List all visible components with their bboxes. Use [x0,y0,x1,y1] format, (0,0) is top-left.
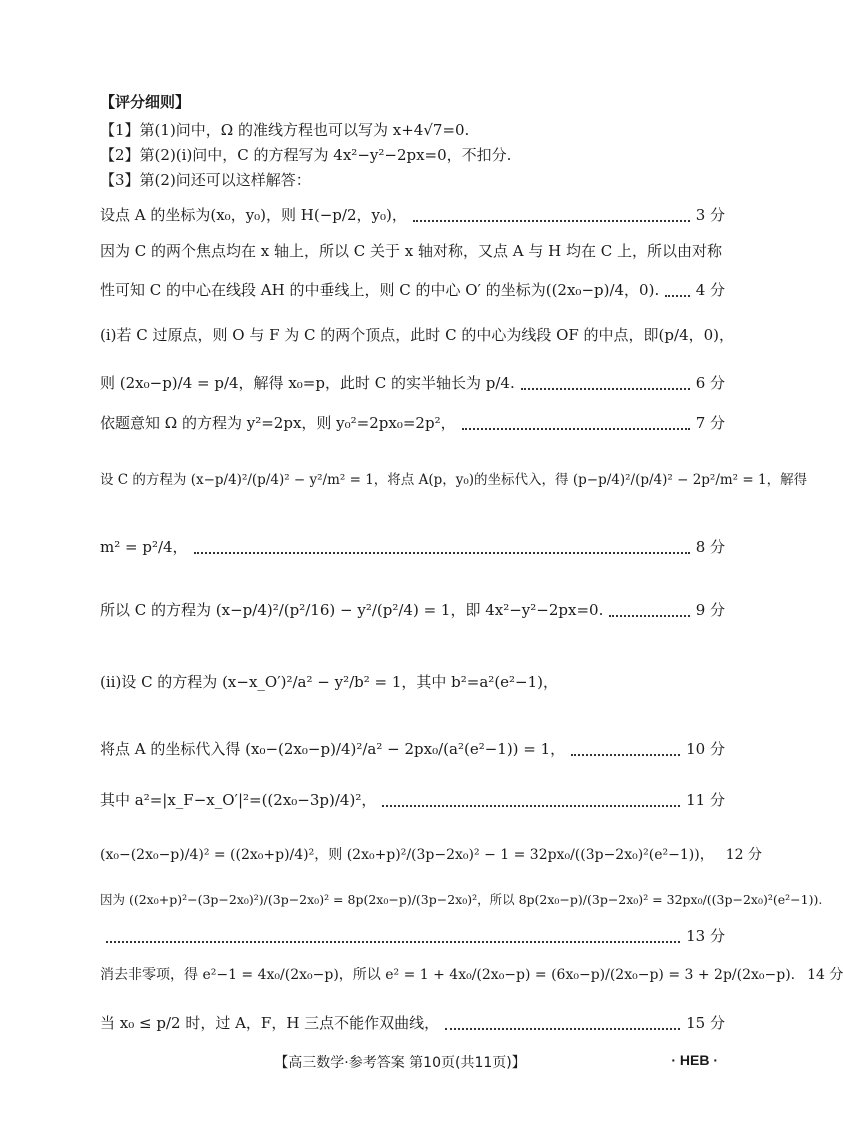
step-text: 当 x₀ ≤ p/2 时，过 A，F，H 三点不能作双曲线， [100,1014,440,1032]
step-points: 12 分 [725,847,762,863]
step-line [100,241,725,261]
scoring-rules-heading: 【评分细则】 [100,93,191,111]
dot-leader [194,551,690,554]
step-text: 依题意知 Ω 的方程为 y²=2px，则 y₀²=2px₀=2p²， [100,414,456,432]
step-line [100,926,725,946]
step-points: 10 分 [686,740,725,758]
step-text: 设点 A 的坐标为(x₀，y₀)，则 H(−p/2，y₀)， [100,206,407,224]
step-line [100,280,725,300]
step-points: 9 分 [695,601,725,619]
step-text: 则 (2x₀−p)/4 = p/4，解得 x₀=p，此时 C 的实半轴长为 p/4. [100,374,515,392]
dot-leader [571,753,680,756]
rule-2: 【2】第(2)(ⅰ)问中，C 的方程写为 4x²−y²−2px=0，不扣分. [100,146,512,164]
step-text: 设 C 的方程为 (x−p/4)²/(p/4)² − y²/m² = 1，将点 A(p，y₀)的坐标代入，得 (p−p/4)²/(p/4)² − 2p²/m² = 1，解得 [100,472,808,488]
step-points: 7 分 [695,414,725,432]
rule-1: 【1】第(1)问中，Ω 的准线方程也可以写为 x+4√7=0. [100,121,470,139]
step-line [100,1013,725,1033]
step-points: 6 分 [695,374,725,392]
dot-leader [665,294,689,297]
step-text: 其中 a²=|x_F−x_O′|²=((2x₀−3p)/4)²， [100,791,377,809]
rule-3: 【3】第(2)问还可以这样解答： [100,171,311,189]
step-text: m² = p²/4， [100,538,188,556]
step-line [100,672,725,692]
step-text: 所以 C 的方程为 (x−p/4)²/(p²/16) − y²/(p²/4) = 1，即 4x²−y²−2px=0. [100,601,604,619]
step-points: 13 分 [686,927,725,945]
step-line [100,205,725,225]
step-line [100,413,725,433]
step-line [100,600,725,620]
step-line [100,739,725,759]
step-line [100,790,725,810]
step-text: 将点 A 的坐标代入得 (x₀−(2x₀−p)/4)²/a² − 2px₀/(a²(e²−1)) = 1， [100,740,566,758]
dot-leader [609,614,689,617]
step-points: 8 分 [695,538,725,556]
step-line [100,965,843,985]
dot-leader [462,427,690,430]
step-line [100,890,823,910]
step-line [100,325,735,345]
step-text: (x₀−(2x₀−p)/4)² = ((2x₀+p)/4)²，则 (2x₀+p)²/(3p−2x₀)² − 1 = 32px₀/((3p−2x₀)²(e²−1))， [100,847,714,863]
step-text: 性可知 C 的中心在线段 AH 的中垂线上，则 C 的中心 O′ 的坐标为((2x₀−p)/4，0). [100,281,660,299]
step-text: 因为 C 的两个焦点均在 x 轴上，所以 C 关于 x 轴对称，又点 A 与 H 均在 C 上，所以由对称 [100,242,723,260]
step-text: (ⅰ)若 C 过原点，则 O 与 F 为 C 的两个顶点，此时 C 的中心为线段 OF 的中点，即(p/4，0)， [100,326,735,344]
dot-leader [106,940,680,943]
step-points: 3 分 [695,206,725,224]
step-points: 14 分 [807,967,843,983]
step-text: 因为 ((2x₀+p)²−(3p−2x₀)²)/(3p−2x₀)² = 8p(2x₀−p)/(3p−2x₀)²，所以 8p(2x₀−p)/(3p−2x₀)² = 32px₀/((3p−2x₀)²(e²−1)). [100,892,823,907]
dot-leader [521,387,690,390]
step-points: 11 分 [686,791,725,809]
step-points: 4 分 [695,281,725,299]
step-text: (ⅱ)设 C 的方程为 (x−x_O′)²/a² − y²/b² = 1，其中 b²=a²(e²−1)， [100,673,559,691]
dot-leader [413,219,690,222]
dot-leader [445,1027,680,1030]
step-line [100,845,762,865]
dot-leader [382,804,680,807]
step-line [100,537,725,557]
footer-page-info: 【高三数学·参考答案 第10页(共11页)】 [274,1055,526,1071]
footer-code: · HEB · [671,1052,718,1068]
step-line [100,470,808,490]
step-text: 消去非零项，得 e²−1 = 4x₀/(2x₀−p)，所以 e² = 1 + 4x₀/(2x₀−p) = (6x₀−p)/(2x₀−p) = 3 + 2p/(2x₀−p). [100,967,796,983]
step-points: 15 分 [686,1014,725,1032]
step-line [100,373,725,393]
